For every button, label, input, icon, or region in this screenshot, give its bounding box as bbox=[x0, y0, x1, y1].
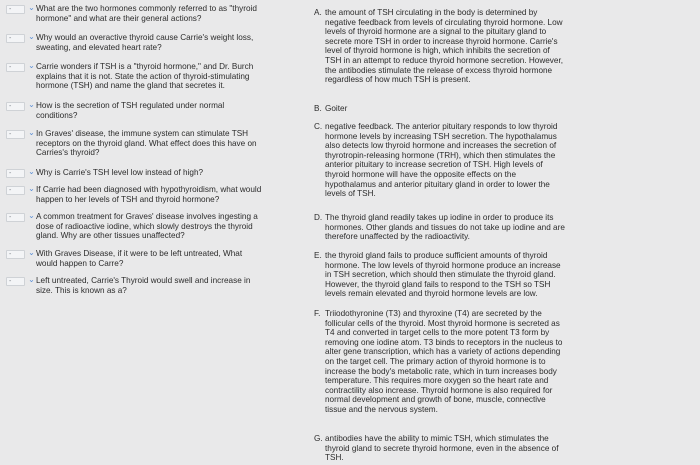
select-dash: - bbox=[9, 187, 12, 194]
select-dash: - bbox=[9, 35, 12, 42]
answer-select[interactable] bbox=[6, 130, 25, 139]
chevron-down-icon[interactable]: ⌄ bbox=[28, 275, 35, 284]
answer-select[interactable] bbox=[6, 213, 25, 222]
answer-option bbox=[314, 8, 700, 85]
question-text: Why is Carrie's TSH level low instead of high? bbox=[36, 168, 204, 177]
question-row bbox=[0, 168, 312, 178]
select-dash: - bbox=[9, 6, 12, 13]
chevron-down-icon[interactable]: ⌄ bbox=[28, 248, 35, 257]
option-text: the amount of TSH circulating in the body is determined by negative feedback from levels of circulating thyroid hormone. Low levels of thyroid hormone are a signal to the pituitary gland to secrete more TSH in order to increase thyroid hormone. Carrie's level of thyroid hormone is high, which inhibits the secretion of TSH in an attempt to reduce thyroid hormone secretion. However, the antibodies stimulate the release of excess thyroid hormone regardless of how much TSH is present. bbox=[325, 8, 564, 85]
answer-select[interactable] bbox=[6, 186, 25, 195]
question-row bbox=[0, 33, 312, 52]
option-text: the thyroid gland fails to produce sufficient amounts of thyroid hormone. The low levels of thyroid hormone produce an increase in TSH secretion, which should then stimulate the thyroid gland. However, the thyroid gland fails to respond to the TSH so TSH levels remain elevated and thyroid hormone levels are low. bbox=[325, 251, 561, 299]
option-text: Goiter bbox=[325, 104, 348, 113]
chevron-down-icon[interactable]: ⌄ bbox=[28, 211, 35, 220]
question-row bbox=[0, 101, 312, 120]
question-text: Carrie wonders if TSH is a "thyroid hormone," and Dr. Burch explains that it is not. State the action of thyroid-stimulating hormone (TSH) and name the gland that secretes it. bbox=[36, 62, 254, 91]
chevron-down-icon[interactable]: ⌄ bbox=[28, 32, 35, 41]
question-row bbox=[0, 276, 312, 295]
option-letter: G. bbox=[314, 434, 323, 443]
question-row bbox=[0, 185, 312, 204]
question-text: What are the two hormones commonly referred to as "thyroid hormone" and what are their general actions? bbox=[36, 4, 257, 23]
option-letter: B. bbox=[314, 104, 322, 113]
select-dash: - bbox=[9, 170, 12, 177]
chevron-down-icon[interactable]: ⌄ bbox=[28, 100, 35, 109]
select-dash: - bbox=[9, 251, 12, 258]
question-text: If Carrie had been diagnosed with hypothyroidism, what would happen to her levels of TSH and thyroid hormone? bbox=[36, 185, 262, 204]
answer-select[interactable] bbox=[6, 277, 25, 286]
answer-select[interactable] bbox=[6, 5, 25, 14]
option-text: The thyroid gland readily takes up iodine in order to produce its hormones. Other glands and tissues do not take up iodine and are therefore unaffected by the radioactivity. bbox=[325, 213, 565, 242]
option-letter: E. bbox=[314, 251, 322, 260]
answer-select[interactable] bbox=[6, 250, 25, 259]
question-row bbox=[0, 212, 312, 241]
question-text: Left untreated, Carrie's Thyroid would swell and increase in size. This is known as a? bbox=[36, 276, 251, 295]
question-text: With Graves Disease, if it were to be left untreated, What would happen to Carre? bbox=[36, 249, 243, 268]
question-row bbox=[0, 249, 312, 268]
chevron-down-icon[interactable]: ⌄ bbox=[28, 3, 35, 12]
chevron-down-icon[interactable]: ⌄ bbox=[28, 128, 35, 137]
chevron-down-icon[interactable]: ⌄ bbox=[28, 184, 35, 193]
answer-option bbox=[314, 122, 700, 199]
question-text: How is the secretion of TSH regulated under normal conditions? bbox=[36, 101, 225, 120]
option-text: Triiodothyronine (T3) and thyroxine (T4) are secreted by the follicular cells of the thyroid. Most thyroid hormone is secreted as T4 and converted in target cells to the more potent T3 form by removing one iodine atom. T3 binds to receptors in the nucleus to alter gene transcription, which has a variety of actions depending on the target cell. The primary action of thyroid hormone is to increase the body's metabolic rate, which in turn increases body temperature. This requires more oxygen so the heart rate and contractility also increase. Thyroid hormone is also required for normal development and growth of bone, muscle, connective tissue and the nervous system. bbox=[325, 309, 563, 414]
chevron-down-icon[interactable]: ⌄ bbox=[28, 167, 35, 176]
question-text: A common treatment for Graves' disease involves ingesting a dose of radioactive iodine, which slowly destroys the thyroid gland. Why are other tissues unaffected? bbox=[36, 212, 258, 241]
question-row bbox=[0, 129, 312, 158]
answer-select[interactable] bbox=[6, 63, 25, 72]
answer-option bbox=[314, 434, 700, 463]
select-dash: - bbox=[9, 64, 12, 71]
option-letter: D. bbox=[314, 213, 323, 222]
select-dash: - bbox=[9, 103, 12, 110]
answer-select[interactable] bbox=[6, 34, 25, 43]
answer-select[interactable] bbox=[6, 102, 25, 111]
select-dash: - bbox=[9, 131, 12, 138]
select-dash: - bbox=[9, 278, 12, 285]
answer-select[interactable] bbox=[6, 169, 25, 178]
option-text: negative feedback. The anterior pituitary responds to low thyroid hormone levels by increasing TSH secretion. The hypothalamus also detects low thyroid hormone and increases the secretion of thyrotropin-releasing hormone (TRH), which then stimulates the anterior pituitary to increase secretion of TSH. High levels of thyroid hormone will have the opposite effects on the hypothalamus and anterior pituitary gland in order to lower the levels of TSH. bbox=[325, 122, 558, 199]
question-row bbox=[0, 4, 312, 23]
question-text: Why would an overactive thyroid cause Carrie's weight loss, sweating, and elevated heart rate? bbox=[36, 33, 254, 52]
option-letter: F. bbox=[314, 309, 321, 318]
answer-option bbox=[314, 213, 700, 242]
option-letter: A. bbox=[314, 8, 322, 17]
question-text: In Graves' disease, the immune system can stimulate TSH receptors on the thyroid gland. What effect does this have on Carries's thyroid? bbox=[36, 129, 257, 158]
answer-option bbox=[314, 309, 700, 415]
option-text: antibodies have the ability to mimic TSH, which stimulates the thyroid gland to secrete thyroid hormone, even in the absence of TSH. bbox=[325, 434, 559, 463]
answer-option bbox=[314, 251, 700, 299]
select-dash: - bbox=[9, 214, 12, 221]
answer-option bbox=[314, 104, 700, 114]
chevron-down-icon[interactable]: ⌄ bbox=[28, 61, 35, 70]
option-letter: C. bbox=[314, 122, 323, 131]
question-row bbox=[0, 62, 312, 91]
